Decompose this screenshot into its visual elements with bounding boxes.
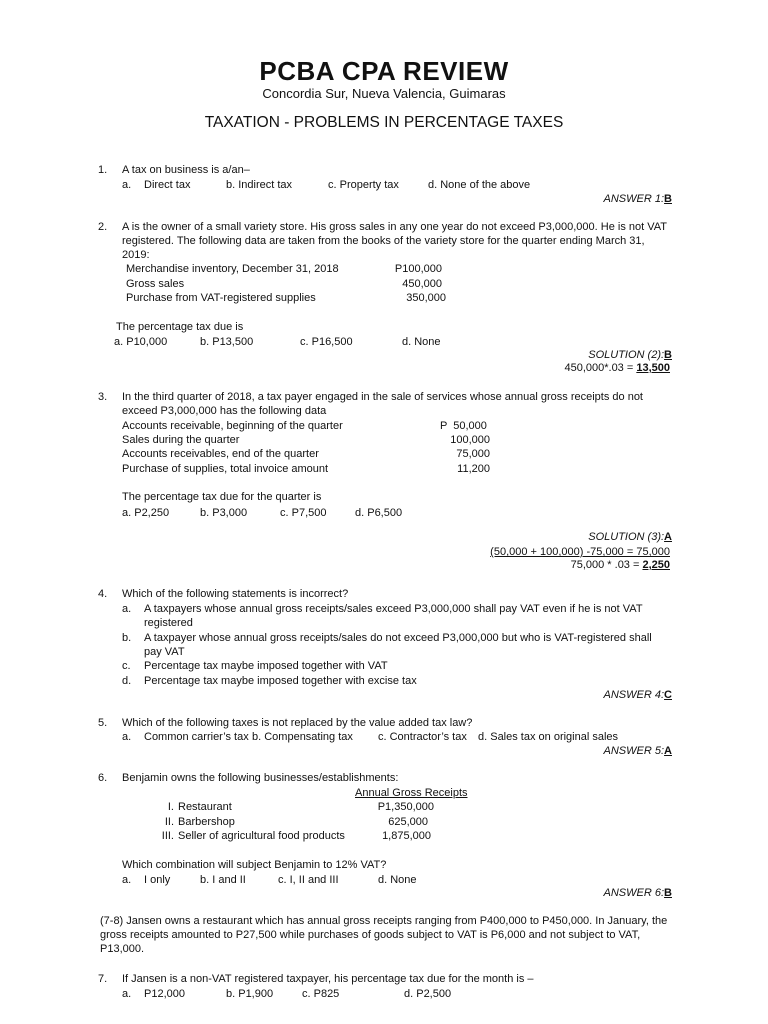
choice-letter: a. xyxy=(122,179,132,191)
choice-c: c. P825 xyxy=(302,988,340,1000)
row-roman: I. xyxy=(167,801,174,813)
question-prompt: The percentage tax due for the quarter is xyxy=(122,491,322,503)
document-heading: TAXATION - PROBLEMS IN PERCENTAGE TAXES xyxy=(204,114,564,131)
choice-d: d. P2,500 xyxy=(404,988,452,1000)
page-title: PCBA CPA REVIEW xyxy=(259,56,509,86)
choice-d: d. Sales tax on original sales xyxy=(478,731,619,743)
calc-expression: 450,000*.03 = xyxy=(564,362,637,374)
answer-letter: C xyxy=(664,689,672,701)
column-header: Annual Gross Receipts xyxy=(355,787,468,799)
choice-d: d. None xyxy=(378,874,417,886)
question-text-line: A is the owner of a small variety store. His gross sales in any one year do not exceed P3,000,000. He is not VAT xyxy=(122,221,667,233)
solution-label: SOLUTION (3): xyxy=(588,531,665,543)
choice-c: c. P7,500 xyxy=(280,507,327,519)
choice-letter: a. xyxy=(122,988,132,1000)
calc-result: 13,500 xyxy=(636,362,670,374)
data-row-label: Accounts receivables, end of the quarter xyxy=(122,448,319,460)
question-text: If Jansen is a non-VAT registered taxpayer, his percentage tax due for the month is – xyxy=(122,973,534,985)
paragraph-line: gross receipts amounted to P27,500 while purchases of goods subject to VAT is P6,000 and not subject to VAT, xyxy=(100,929,641,941)
data-row-value: 450,000 xyxy=(402,278,442,290)
question-text-line: exceed P3,000,000 has the following data xyxy=(122,405,327,417)
data-row-value: P 50,000 xyxy=(440,420,487,432)
choice-b: b. Indirect tax xyxy=(226,179,293,191)
data-row-label: Sales during the quarter xyxy=(122,434,240,446)
answer-key xyxy=(604,886,672,900)
solution-label: SOLUTION (2): xyxy=(588,349,665,361)
choice-d: d. P6,500 xyxy=(355,507,403,519)
answer-key xyxy=(604,744,672,758)
row-roman: III. xyxy=(161,830,174,842)
question-text: Benjamin owns the following businesses/establishments: xyxy=(122,772,399,784)
question-number: 6. xyxy=(98,772,108,784)
choice-a: a. P10,000 xyxy=(114,336,168,348)
choice-c: c. I, II and III xyxy=(278,874,339,886)
row-value: 625,000 xyxy=(388,816,428,828)
paragraph-line: (7-8) Jansen owns a restaurant which has annual gross receipts ranging from P400,000 to P450,000. In January, the xyxy=(100,915,668,927)
choice-b: b. I and II xyxy=(200,874,246,886)
choice-c: Percentage tax maybe imposed together with VAT xyxy=(144,660,388,672)
solution-letter: A xyxy=(664,531,672,543)
choice-a: P12,000 xyxy=(144,988,185,1000)
question-prompt: The percentage tax due is xyxy=(116,321,244,333)
question-text: Which of the following taxes is not replaced by the value added tax law? xyxy=(122,717,473,729)
data-row-value: P100,000 xyxy=(394,263,442,275)
question-number: 3. xyxy=(98,391,108,403)
data-row-value: 100,000 xyxy=(450,434,490,446)
choice-a: Direct tax xyxy=(144,179,191,191)
address-line: Concordia Sur, Nueva Valencia, Guimaras xyxy=(262,86,506,101)
answer-key xyxy=(604,192,672,206)
choice-d: Percentage tax maybe imposed together with excise tax xyxy=(144,675,417,687)
answer-letter: B xyxy=(664,887,672,899)
data-row-label: Gross sales xyxy=(126,278,185,290)
solution-key xyxy=(588,530,672,544)
choice-a: a. P2,250 xyxy=(122,507,170,519)
choice-letter: a. xyxy=(122,874,132,886)
data-row-value: 11,200 xyxy=(457,463,490,475)
answer-label: ANSWER 4: xyxy=(603,689,665,701)
data-row-value: 350,000 xyxy=(406,292,446,304)
data-row-label: Purchase of supplies, total invoice amount xyxy=(122,463,329,475)
answer-letter: A xyxy=(664,745,672,757)
row-label: Seller of agricultural food products xyxy=(178,830,345,842)
row-label: Barbershop xyxy=(178,816,235,828)
answer-letter: B xyxy=(664,193,672,205)
question-number: 2. xyxy=(98,221,108,233)
answer-key xyxy=(604,688,672,702)
answer-label: ANSWER 5: xyxy=(603,745,665,757)
data-row-label: Purchase from VAT-registered supplies xyxy=(126,292,316,304)
choice-c: c. Property tax xyxy=(328,179,399,191)
choice-letter: a. xyxy=(122,731,132,743)
question-text-line: 2019: xyxy=(122,249,150,261)
solution-calc xyxy=(564,361,670,375)
calc-result: 2,250 xyxy=(642,559,670,571)
choice-b: b. P3,000 xyxy=(200,507,248,519)
question-text: A tax on business is a/an– xyxy=(122,164,250,176)
solution-letter: B xyxy=(664,349,672,361)
answer-label: ANSWER 6: xyxy=(603,887,665,899)
answer-label: ANSWER 1: xyxy=(603,193,665,205)
choice-letter: b. xyxy=(122,632,132,644)
choice-c: c. P16,500 xyxy=(300,336,353,348)
choice-d: d. None of the above xyxy=(428,179,531,191)
row-value: 1,875,000 xyxy=(382,830,431,842)
question-text-line: registered. The following data are taken from the books of the variety store for the quarter ending March 31, xyxy=(122,235,645,247)
choice-a-line: A taxpayers whose annual gross receipts/sales exceed P3,000,000 shall pay VAT even if he is not VAT xyxy=(144,603,643,615)
choice-a-line: registered xyxy=(144,617,193,629)
choice-a: I only xyxy=(144,874,171,886)
data-row-label: Merchandise inventory, December 31, 2018 xyxy=(126,263,339,275)
data-row-value: 75,000 xyxy=(456,448,490,460)
question-text-line: In the third quarter of 2018, a tax payer engaged in the sale of services whose annual gross receipts do not xyxy=(122,391,643,403)
row-value: P1,350,000 xyxy=(377,801,434,813)
row-roman: II. xyxy=(164,816,174,828)
choice-b-line: pay VAT xyxy=(144,646,185,658)
choice-a: Common carrier’s tax xyxy=(144,731,249,743)
row-label: Restaurant xyxy=(178,801,232,813)
choice-d: d. None xyxy=(402,336,441,348)
question-number: 1. xyxy=(98,164,108,176)
data-row-label: Accounts receivable, beginning of the quarter xyxy=(122,420,343,432)
calc-expression: 75,000 * .03 = xyxy=(570,559,643,571)
paragraph-line: P13,000. xyxy=(100,943,145,955)
solution-calc-line xyxy=(490,545,670,559)
choice-b: b. P13,500 xyxy=(200,336,254,348)
question-text: Which of the following statements is incorrect? xyxy=(122,588,349,600)
choice-letter: a. xyxy=(122,603,132,615)
choice-b-line: A taxpayer whose annual gross receipts/sales do not exceed P3,000,000 but who is VAT-registered shall xyxy=(144,632,652,644)
choice-letter: d. xyxy=(122,675,132,687)
question-prompt: Which combination will subject Benjamin to 12% VAT? xyxy=(122,859,387,871)
choice-b: b. Compensating tax xyxy=(252,731,353,743)
question-number: 5. xyxy=(98,717,108,729)
solution-calc-line xyxy=(571,558,670,572)
choice-letter: c. xyxy=(122,660,131,672)
question-number: 4. xyxy=(98,588,108,600)
solution-key xyxy=(588,348,672,362)
question-number: 7. xyxy=(98,973,108,985)
choice-b: b. P1,900 xyxy=(226,988,274,1000)
choice-c: c. Contractor’s tax xyxy=(378,731,467,743)
calc-expression: (50,000 + 100,000) -75,000 = 75,000 xyxy=(490,546,670,558)
